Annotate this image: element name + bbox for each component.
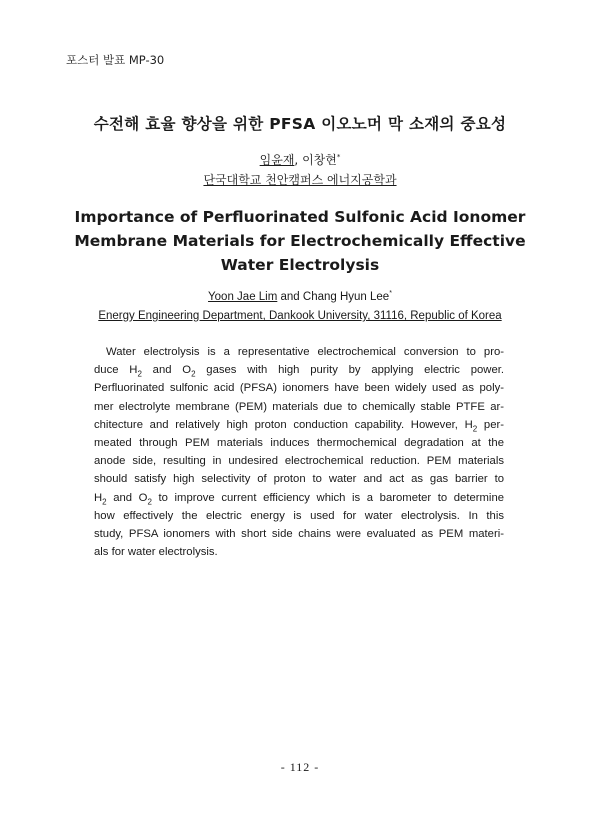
- abstract-line: anode side, resulting in undesired electrochemical reduction. PEM materials: [94, 455, 504, 468]
- english-affiliation: Energy Engineering Department, Dankook University, 31116, Republic of Korea: [98, 310, 502, 322]
- english-author-2: Chang Hyun Lee: [302, 291, 390, 303]
- abstract-line: mer electrolyte membrane (PEM) materials due to chemically stable PTFE ar-: [94, 400, 504, 413]
- korean-affiliation: 단국대학교 천안캠퍼스 에너지공학과: [203, 173, 397, 187]
- english-title-line-3: Water Electrolysis: [220, 256, 380, 274]
- english-corresponding-mark: *: [389, 290, 392, 298]
- english-authors: [0, 291, 600, 303]
- english-author-1: Yoon Jae Lim: [208, 291, 278, 303]
- poster-session-tag: 포스터 발표 MP-30: [66, 53, 165, 67]
- abstract-line: chitecture and relatively high proton conduction capability. However, $H_2$ per-: [94, 418, 505, 433]
- abstract-line: should satisfy high selectivity of proton to water and act as gas barrier to: [94, 473, 504, 486]
- abstract-line: study, PFSA ionomers with short side chains were evaluated as PEM materi-: [94, 527, 504, 540]
- korean-title: 수전해 효율 향상을 위한 PFSA 이오노머 막 소재의 중요성: [93, 115, 507, 133]
- korean-author-1: 임윤재: [259, 153, 295, 167]
- abstract-line: Perfluorinated sulfonic acid (PFSA) ionomers have been widely used as poly-: [94, 382, 504, 395]
- abstract-line: $H_2$ and $O_2$ to improve current efficiency which is a barometer to determine: [94, 491, 505, 506]
- korean-authors: [0, 151, 600, 168]
- abstract: [94, 343, 504, 561]
- abstract-line: Water electrolysis is a representative electrochemical conversion to pro-: [106, 346, 504, 358]
- abstract-line: meated through PEM materials induces thermochemical degradation at the: [94, 436, 504, 449]
- abstract-line: als for water electrolysis.: [94, 546, 218, 559]
- corresponding-mark: *: [336, 153, 341, 161]
- english-title: [0, 205, 600, 277]
- abstract-line: how effectively the electric energy is used for water electrolysis. In this: [94, 509, 504, 522]
- english-title-line-2: Membrane Materials for Electrochemically Effective: [74, 232, 526, 250]
- abstract-line: duce $H_2$ and $O_2$ gases with high purity by applying electric power.: [94, 364, 505, 379]
- korean-author-2: 이창현: [302, 153, 337, 167]
- english-title-line-1: Importance of Perfluorinated Sulfonic Acid Ionomer: [74, 208, 526, 226]
- korean-author-separator: ,: [294, 153, 303, 167]
- page-number: - 112 -: [280, 760, 320, 774]
- english-author-conjunction: and: [277, 291, 303, 303]
